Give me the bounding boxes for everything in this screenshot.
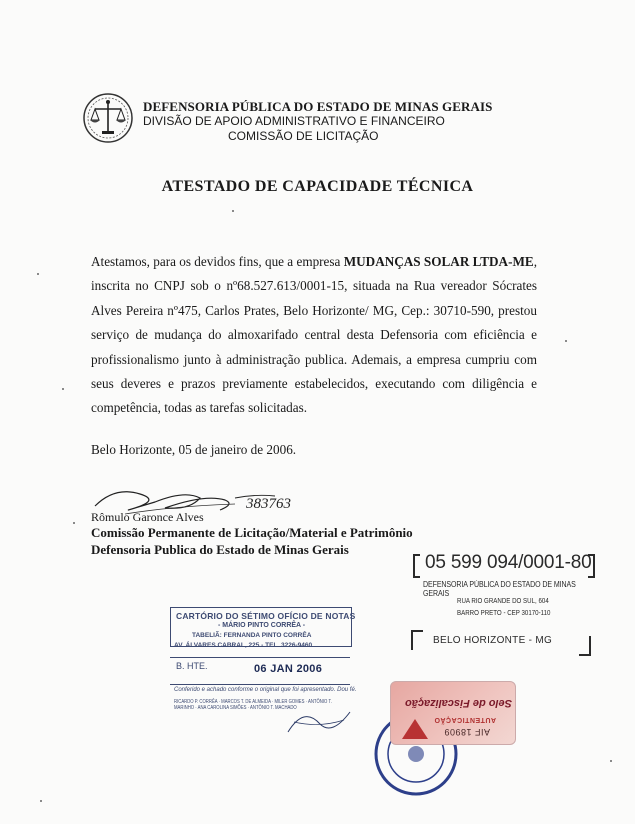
notary-date: 06 JAN 2006 <box>254 663 323 675</box>
certificate-body <box>91 250 537 421</box>
notary-address: AV. ÁLVARES CABRAL, 225 - TEL. 3226-9460 <box>174 642 313 649</box>
scan-speck <box>62 388 64 390</box>
stamp-corner-left <box>411 630 423 650</box>
place-and-date: Belo Horizonte, 05 de janeiro de 2006. <box>91 442 297 457</box>
stamp-institution: DEFENSORIA PÚBLICA DO ESTADO DE MINAS GERAIS <box>423 580 576 598</box>
stamp-cnpj: 05 599 094/0001-80 <box>425 552 592 573</box>
bracket-right <box>588 554 595 578</box>
seal-code: AIF 18909 <box>443 727 490 737</box>
scan-speck <box>565 340 567 342</box>
fiscal-seal <box>392 683 516 745</box>
notary-stamp <box>162 599 358 749</box>
stamp-district: BARRO PRETO - CEP 30170-110 <box>457 610 551 617</box>
company-name: MUDANÇAS SOLAR LTDA-ME <box>343 254 534 269</box>
scan-speck <box>232 210 234 212</box>
notary-tabeliao: TABELIÃ: FERNANDA PINTO CORRÊA <box>192 632 312 639</box>
signer-title <box>91 524 413 558</box>
scan-speck <box>73 522 75 524</box>
handwritten-number: 383763 <box>246 496 291 512</box>
notary-signature <box>284 702 354 742</box>
stamp-corner-right <box>579 636 591 656</box>
seal-kind: AUTENTICAÇÃO <box>434 716 496 723</box>
scan-speck <box>40 800 42 802</box>
bracket-left <box>413 554 420 578</box>
seal-triangle-icon <box>402 719 428 739</box>
seal-title: Selo de Fiscalização <box>405 697 512 709</box>
letterhead <box>143 99 533 144</box>
scan-speck <box>37 273 39 275</box>
scan-speck <box>610 760 612 762</box>
stamp-city: BELO HORIZONTE - MG <box>433 635 553 646</box>
signer-organization: Defensoria Publica do Estado de Minas Gerais <box>91 542 349 557</box>
scales-of-justice-emblem-icon <box>82 92 134 144</box>
notary-city: B. HTE. <box>176 661 208 671</box>
notary-office: CARTÓRIO DO SÉTIMO OFÍCIO DE NOTAS <box>176 611 356 621</box>
notary-conformity: Conferido e achado conforme o original que foi apresentado. Dou fé. <box>174 687 357 693</box>
signer-name: Rômulo Garonce Alves <box>91 510 204 524</box>
body-text: , inscrita no CNPJ sob o nº68.527.613/0001-15, situada na Rua vereador Sócrates Alves Pereira nº475, Carlos Prates, Belo Horizonte/ MG, Cep.: 30710-590, prestou serviço de mudança do almoxarifado central desta Defensoria com eficiência e profissionalismo junto à administração publica. Ademais, a empresa cumpriu com seus deveres e prazos previamente estabelecidos, executando com diligência e competência, todas as tarefas solicitadas. <box>91 254 538 416</box>
document-title: ATESTADO DE CAPACIDADE TÉCNICA <box>161 178 474 195</box>
commission-name: COMISSÃO DE LICITAÇÃO <box>228 129 379 143</box>
body-intro: Atestamos, para os devidos fins, que a empresa <box>91 254 344 269</box>
signer-role: Comissão Permanente de Licitação/Material e Patrimônio <box>91 525 413 540</box>
notary-name: - MÁRIO PINTO CORRÊA - <box>218 622 306 629</box>
institution-name: DEFENSORIA PÚBLICA DO ESTADO DE MINAS GERAIS <box>143 99 493 114</box>
notary-clerks: RICARDO P. CORRÊA · MARCOS T. DE ALMEIDA · MILER GOMES · ANTÔNIO T. MARINHO · ANA CAROLINA SIMÕES · ANTÔNIO T. MACHADO <box>174 699 332 711</box>
cnpj-stamp <box>407 552 599 660</box>
stamp-address: RUA RIO GRANDE DO SUL, 604 <box>457 598 549 605</box>
division-name: DIVISÃO DE APOIO ADMINISTRATIVO E FINANCEIRO <box>143 114 445 128</box>
